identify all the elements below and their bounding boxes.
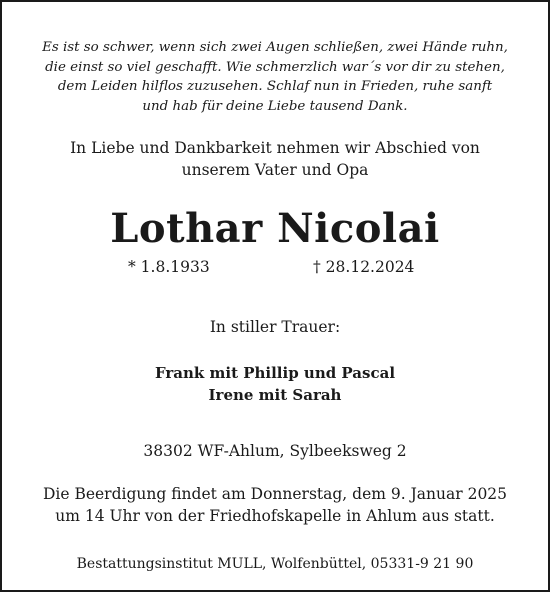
intro-line: unserem Vater und Opa [181, 161, 369, 179]
family-address: 38302 WF-Ahlum, Sylbeeksweg 2 [143, 442, 407, 460]
mourner-line: Frank mit Phillip und Pascal [154, 364, 396, 382]
funeral-line: Die Beerdigung findet am Donnerstag, dem 9. Januar 2025 [42, 485, 508, 503]
mourner-line: Irene mit Sarah [208, 386, 342, 404]
poem-line: und hab für deine Liebe tausend Dank. [142, 98, 408, 114]
death-date: † 28.12.2024 [313, 258, 415, 276]
birth-date: * 1.8.1933 [128, 258, 210, 276]
deceased-name: Lothar Nicolai [110, 205, 440, 252]
funeral-details [2, 483, 548, 527]
mourning-heading: In stiller Trauer: [209, 318, 341, 336]
funeral-home: Bestattungsinstitut MULL, Wolfenbüttel, 05331-9 21 90 [76, 556, 474, 572]
mourners-list [2, 362, 548, 406]
poem-line: Es ist so schwer, wenn sich zwei Augen schließen, zwei Hände ruhn, [42, 40, 508, 55]
intro-line: In Liebe und Dankbarkeit nehmen wir Abschied von [70, 139, 480, 157]
poem-line: die einst so viel geschafft. Wie schmerzlich war´s vor dir zu stehen, [45, 59, 505, 75]
poem-line: dem Leiden hilflos zuzusehen. Schlaf nun in Frieden, ruhe sanft [57, 79, 493, 94]
memorial-poem [22, 38, 528, 116]
funeral-line: um 14 Uhr von der Friedhofskapelle in Ahlum aus statt. [55, 507, 495, 525]
farewell-intro [22, 137, 528, 181]
